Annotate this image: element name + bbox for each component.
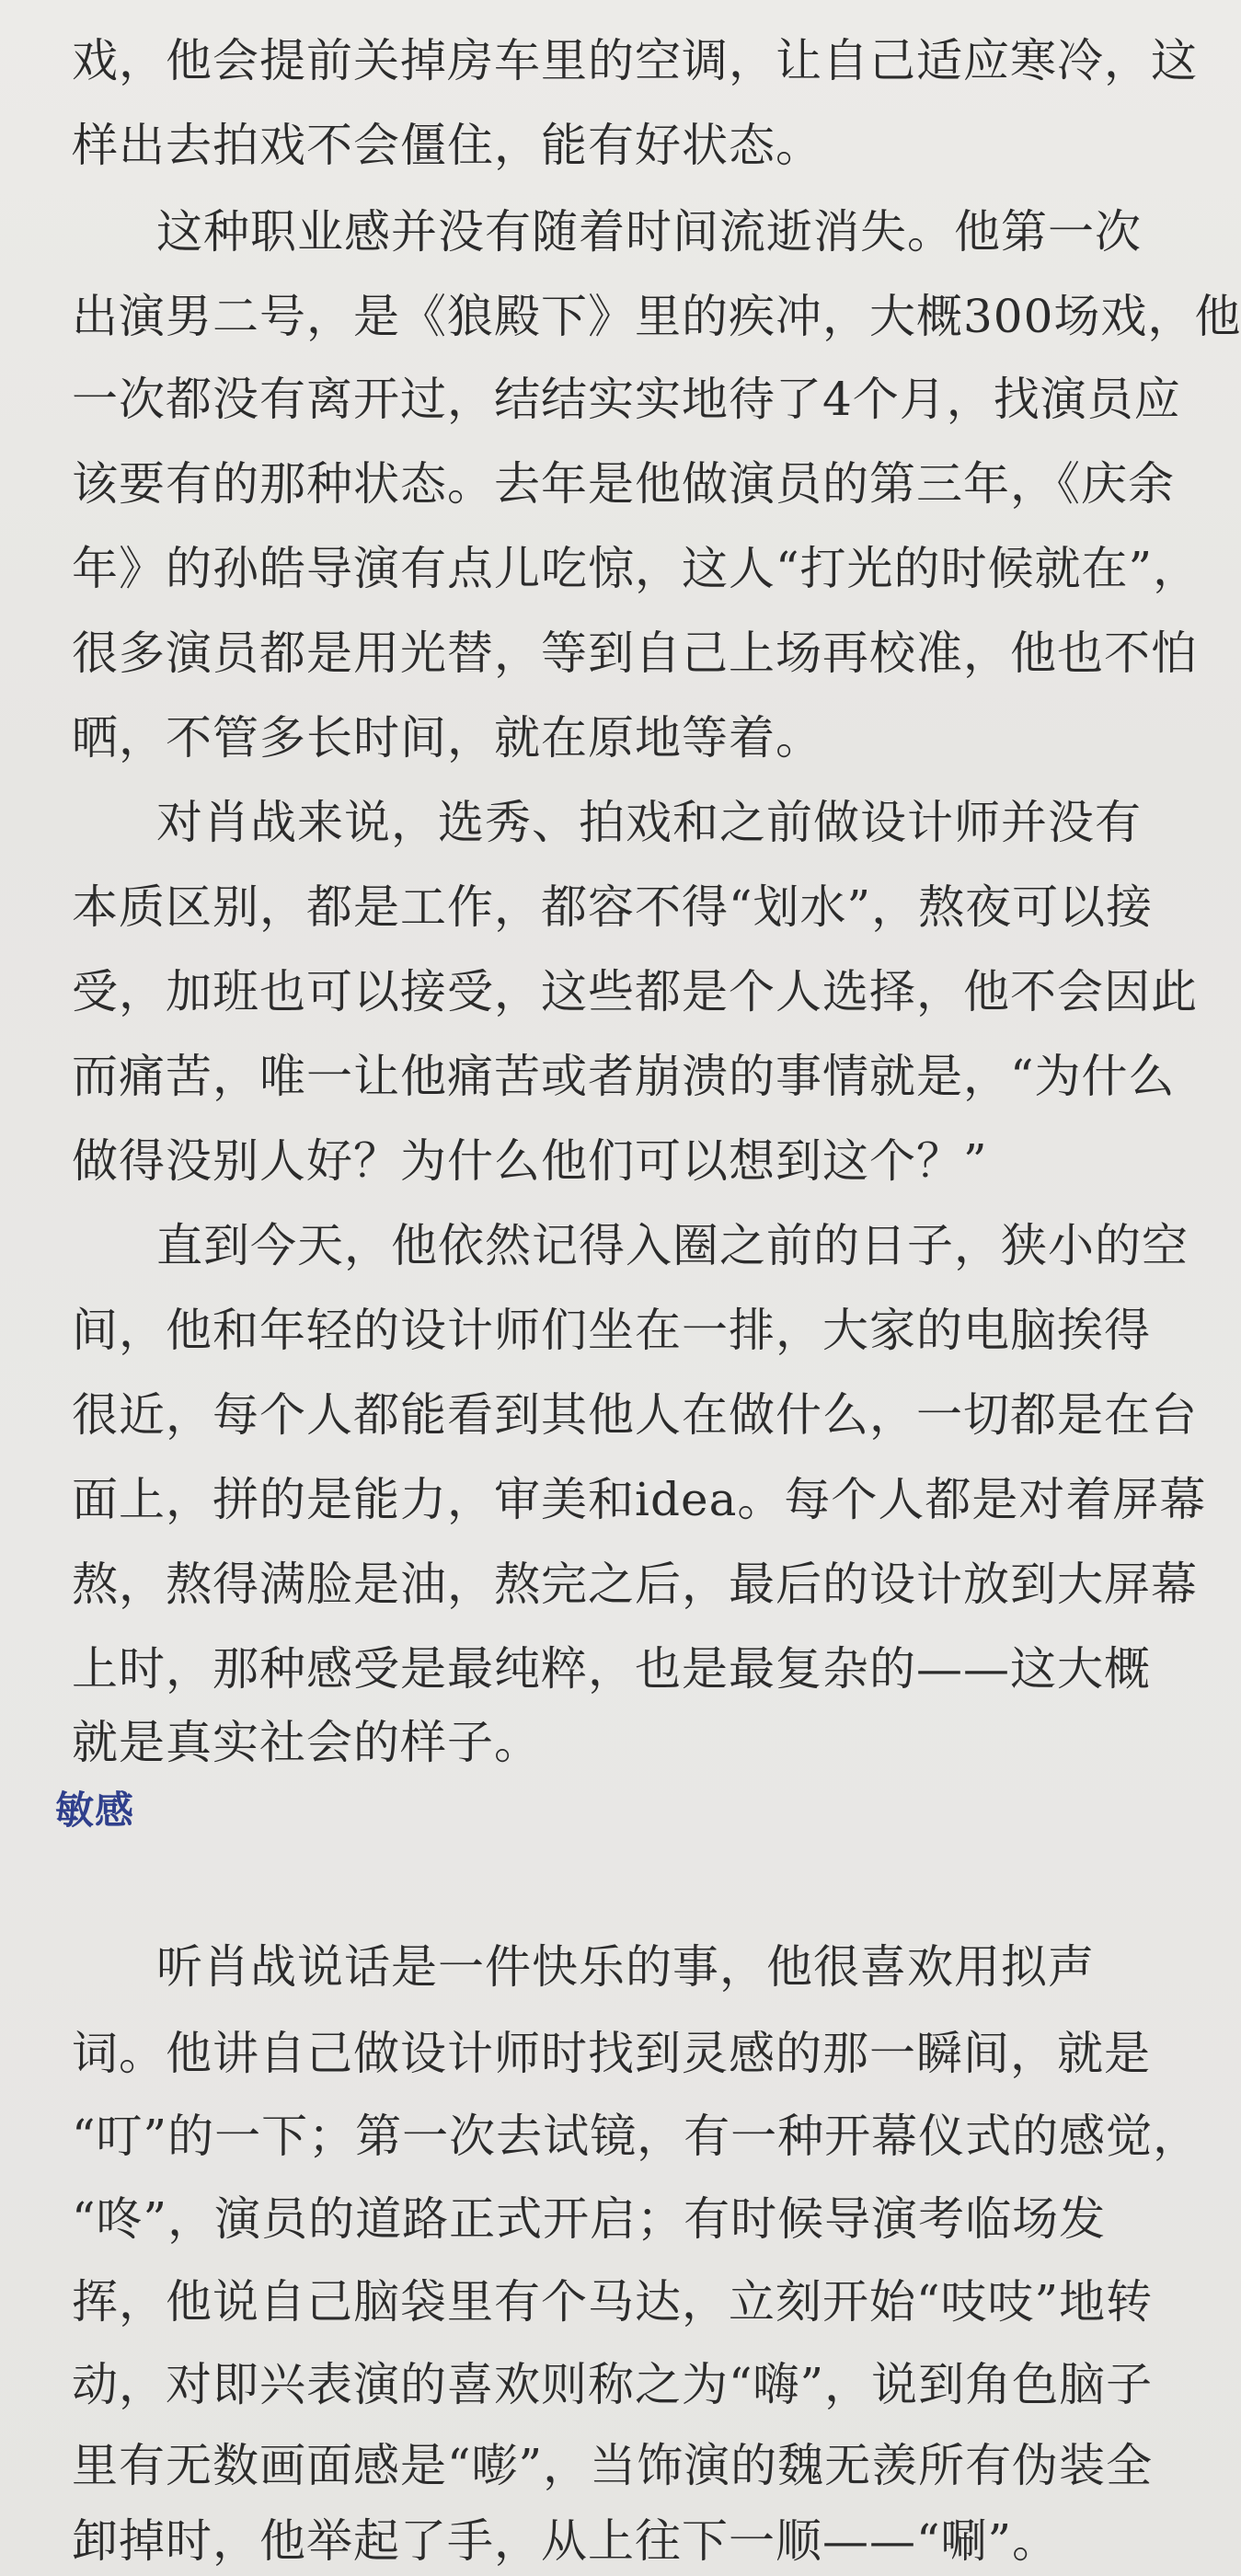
text-line: 出演男二号，是《狼殿下》里的疾冲，大概300场戏，他	[72, 290, 1241, 343]
text-line: 戏，他会提前关掉房车里的空调，让自己适应寒冷，这	[72, 34, 1198, 87]
paragraph-first-line: 直到今天，他依然记得入圈之前的日子，狭小的空	[156, 1219, 1189, 1272]
text-line: 熬，熬得满脸是油，熬完之后，最后的设计放到大屏幕	[72, 1558, 1198, 1611]
text-line: 上时，那种感受是最纯粹，也是最复杂的——这大概	[72, 1642, 1151, 1696]
text-line: 就是真实社会的样子。	[72, 1716, 541, 1769]
text-line: 很多演员都是用光替，等到自己上场再校准，他也不怕	[72, 627, 1198, 680]
text-line: 而痛苦，唯一让他痛苦或者崩溃的事情就是，“为什么	[72, 1050, 1176, 1103]
text-line: 面上，拼的是能力，审美和idea。每个人都是对着屏幕	[72, 1473, 1207, 1526]
paragraph-first-line: 对肖战来说，选秀、拍戏和之前做设计师并没有	[156, 796, 1142, 849]
text-line: 里有无数画面感是“嘭”，当饰演的魏无羡所有伪装全	[72, 2439, 1154, 2492]
text-line: 本质区别，都是工作，都容不得“划水”，熬夜可以接	[72, 880, 1154, 934]
text-line: 卸掉时，他举起了手，从上往下一顺——“唰”。	[72, 2514, 1060, 2568]
text-line: 很近，每个人都能看到其他人在做什么，一切都是在台	[72, 1388, 1198, 1442]
text-line: “咚”，演员的道路正式开启；有时候导演考临场发	[72, 2192, 1107, 2246]
text-line: 样出去拍戏不会僵住，能有好状态。	[72, 119, 822, 172]
text-line: 一次都没有离开过，结结实实地待了4个月，找演员应	[72, 373, 1181, 426]
text-line: 受，加班也可以接受，这些都是个人选择，他不会因此	[72, 965, 1198, 1018]
paragraph-first-line: 听肖战说话是一件快乐的事，他很喜欢用拟声	[156, 1940, 1095, 1994]
text-line: 词。他讲自己做设计师时找到灵感的那一瞬间，就是	[72, 2027, 1151, 2080]
section-heading: 敏感	[55, 1788, 135, 1833]
text-line: 该要有的那种状态。去年是他做演员的第三年，《庆余	[72, 457, 1175, 511]
text-line: 挥，他说自己脑袋里有个马达，立刻开始“吱吱”地转	[72, 2275, 1154, 2329]
text-line: 做得没别人好？为什么他们可以想到这个？”	[72, 1134, 988, 1188]
text-line: 动，对即兴表演的喜欢则称之为“嗨”，说到角色脑子	[72, 2358, 1154, 2411]
text-line: 间，他和年轻的设计师们坐在一排，大家的电脑挨得	[72, 1304, 1151, 1357]
text-line: “叮”的一下；第一次去试镜，有一种开幕仪式的感觉，	[72, 2110, 1201, 2163]
text-line: 年》的孙皓导演有点儿吃惊，这人“打光的时候就在”，	[72, 542, 1201, 595]
paragraph-first-line: 这种职业感并没有随着时间流逝消失。他第一次	[156, 205, 1142, 259]
text-line: 晒，不管多长时间，就在原地等着。	[72, 711, 822, 765]
